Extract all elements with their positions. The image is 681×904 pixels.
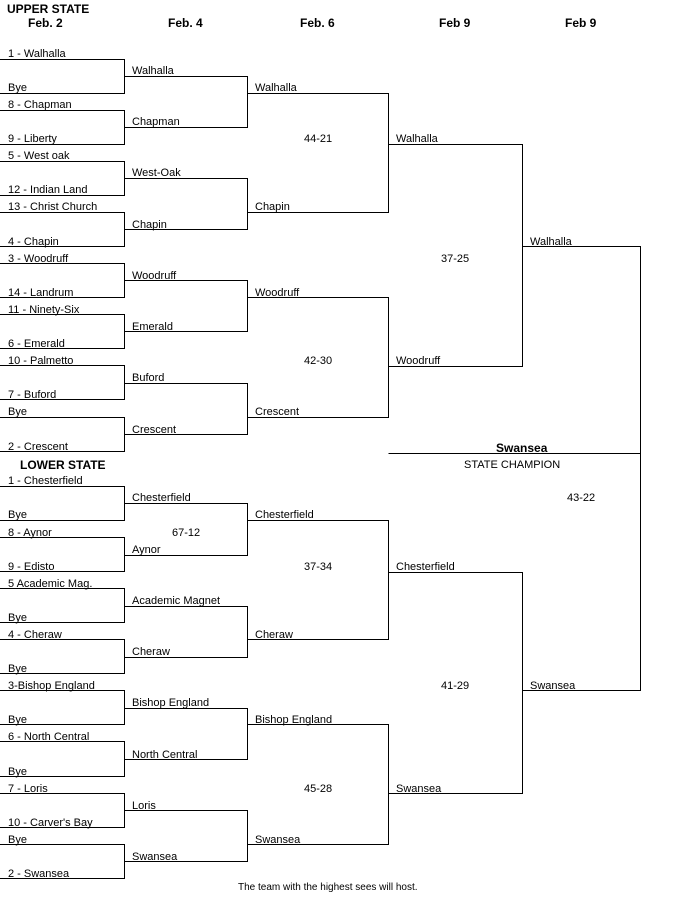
- lower-r4-team: Swansea: [396, 783, 442, 795]
- lower-r2-team: Chesterfield: [132, 492, 191, 504]
- score: 37-25: [441, 253, 470, 265]
- upper-r1-team: 5 - West oak: [8, 150, 70, 162]
- lower-r2-team: Academic Magnet: [132, 595, 221, 607]
- lower-r2-team: Aynor: [132, 544, 161, 556]
- round-header-2: Feb. 4: [168, 16, 203, 30]
- upper-r1-team: 12 - Indian Land: [8, 184, 88, 196]
- lower-r1-team: Bye: [8, 509, 27, 521]
- upper-r1-team: 1 - Walhalla: [8, 48, 66, 60]
- lower-r1-team: 3-Bishop England: [8, 680, 95, 692]
- lower-r1-team: 6 - North Central: [8, 731, 90, 743]
- lower-r1-team: 10 - Carver's Bay: [8, 817, 93, 829]
- round-header-3: Feb. 6: [300, 16, 335, 30]
- final-lower-team: Swansea: [530, 680, 576, 692]
- lower-r1-team: 4 - Cheraw: [8, 629, 62, 641]
- score: 44-21: [304, 133, 333, 145]
- upper-r2-team: West-Oak: [132, 167, 181, 179]
- score: 41-29: [441, 680, 470, 692]
- upper-r1-team: 8 - Chapman: [8, 99, 72, 111]
- lower-r2-team: Cheraw: [132, 646, 170, 658]
- lower-r3-team: Cheraw: [255, 629, 293, 641]
- upper-r2-team: Walhalla: [132, 65, 174, 77]
- lower-r1-team: 9 - Edisto: [8, 561, 55, 573]
- upper-r1-team: 7 - Buford: [8, 389, 57, 401]
- upper-state-label: UPPER STATE: [7, 2, 90, 16]
- lower-r4-team: Chesterfield: [396, 561, 455, 573]
- score: 37-34: [304, 561, 333, 573]
- score: 43-22: [567, 492, 596, 504]
- lower-state-label: LOWER STATE: [20, 458, 106, 472]
- upper-r1-team: 3 - Woodruff: [8, 253, 69, 265]
- upper-r1-team: 2 - Crescent: [8, 441, 68, 453]
- lower-r2-team: Bishop England: [132, 697, 210, 709]
- upper-r1-team: 11 - Ninety-Six: [8, 304, 80, 316]
- lower-r1-team: Bye: [8, 714, 27, 726]
- champion-label: STATE CHAMPION: [464, 459, 561, 471]
- upper-r2-team: Emerald: [132, 321, 173, 333]
- lower-r3-team: Swansea: [255, 834, 301, 846]
- upper-r2-team: Crescent: [132, 424, 177, 436]
- upper-r1-team: 9 - Liberty: [8, 133, 57, 145]
- upper-r1-team: 10 - Palmetto: [8, 355, 74, 367]
- lower-r1-team: 5 Academic Mag.: [8, 578, 93, 590]
- lower-r1-team: Bye: [8, 612, 27, 624]
- lower-r1-team: 1 - Chesterfield: [8, 475, 83, 487]
- upper-r3-team: Crescent: [255, 406, 300, 418]
- upper-r1-team: 6 - Emerald: [8, 338, 65, 350]
- score: 42-30: [304, 355, 333, 367]
- upper-r3-team: Woodruff: [255, 287, 300, 299]
- score: 67-12: [172, 527, 201, 539]
- lower-r3-team: Chesterfield: [255, 509, 314, 521]
- lower-r2-team: Swansea: [132, 851, 178, 863]
- lower-r1-team: 2 - Swansea: [8, 868, 70, 880]
- upper-r1-team: 13 - Christ Church: [8, 201, 98, 213]
- upper-r1-team: 14 - Landrum: [8, 287, 74, 299]
- lower-r2-team: Loris: [132, 800, 156, 812]
- round-header-4: Feb 9: [439, 16, 471, 30]
- upper-r3-team: Walhalla: [255, 82, 297, 94]
- lower-r1-team: 8 - Aynor: [8, 527, 52, 539]
- lower-r1-team: Bye: [8, 834, 27, 846]
- round-header-1: Feb. 2: [28, 16, 63, 30]
- upper-r4-team: Walhalla: [396, 133, 438, 145]
- upper-r2-team: Chapin: [132, 219, 167, 231]
- lower-r2-team: North Central: [132, 749, 198, 761]
- upper-r1-team: Bye: [8, 406, 27, 418]
- footer-note: The team with the highest sees will host.: [238, 882, 418, 893]
- final-upper-team: Walhalla: [530, 236, 572, 248]
- upper-r2-team: Chapman: [132, 116, 180, 128]
- lower-r3-team: Bishop England: [255, 714, 333, 726]
- lower-r1-team: Bye: [8, 663, 27, 675]
- lower-r1-team: 7 - Loris: [8, 783, 48, 795]
- upper-r2-team: Woodruff: [132, 270, 177, 282]
- upper-r4-team: Woodruff: [396, 355, 441, 367]
- upper-r1-team: Bye: [8, 82, 27, 94]
- champion-name: Swansea: [496, 441, 548, 455]
- lower-r1-team: Bye: [8, 766, 27, 778]
- round-header-5: Feb 9: [565, 16, 597, 30]
- upper-r1-team: 4 - Chapin: [8, 236, 59, 248]
- upper-r3-team: Chapin: [255, 201, 290, 213]
- upper-r2-team: Buford: [132, 372, 165, 384]
- score: 45-28: [304, 783, 333, 795]
